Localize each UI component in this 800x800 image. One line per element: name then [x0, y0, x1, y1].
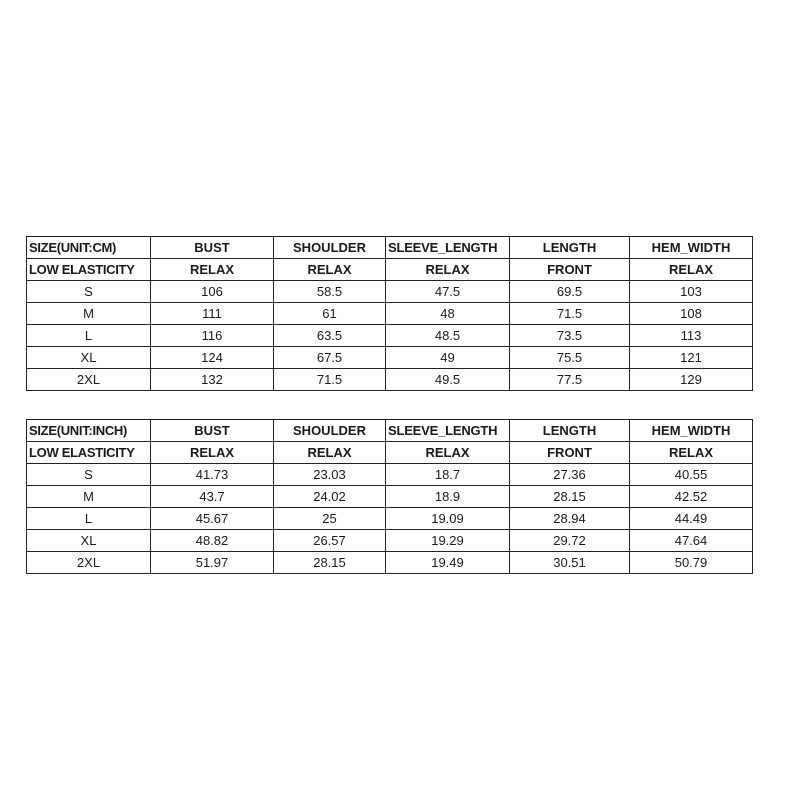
size-table-cm	[26, 236, 753, 391]
table-cell: 23.03	[274, 464, 386, 486]
table-cell: 67.5	[274, 347, 386, 369]
header-cell: SLEEVE_LENGTH	[386, 237, 510, 259]
table-cell: 47.64	[630, 530, 753, 552]
size-cell: L	[27, 508, 151, 530]
table-row	[27, 369, 753, 391]
table-cell: 19.29	[386, 530, 510, 552]
header-cell: RELAX	[274, 259, 386, 281]
header-cell: LENGTH	[510, 420, 630, 442]
header-row	[27, 237, 753, 259]
header-cell: RELAX	[386, 442, 510, 464]
table-cell: 24.02	[274, 486, 386, 508]
size-cell: S	[27, 281, 151, 303]
size-cell: 2XL	[27, 369, 151, 391]
table-cell: 43.7	[151, 486, 274, 508]
table-row	[27, 508, 753, 530]
table-cell: 28.15	[510, 486, 630, 508]
table-row	[27, 303, 753, 325]
table-cell: 19.09	[386, 508, 510, 530]
table-cell: 48.82	[151, 530, 274, 552]
header-cell: FRONT	[510, 259, 630, 281]
header-cell: HEM_WIDTH	[630, 420, 753, 442]
table-body	[27, 237, 753, 391]
size-cell: M	[27, 303, 151, 325]
header-cell: RELAX	[630, 442, 753, 464]
table-cell: 18.9	[386, 486, 510, 508]
table-cell: 28.15	[274, 552, 386, 574]
header-cell: RELAX	[151, 259, 274, 281]
table-cell: 27.36	[510, 464, 630, 486]
table-cell: 19.49	[386, 552, 510, 574]
header-cell: FRONT	[510, 442, 630, 464]
table-cell: 71.5	[274, 369, 386, 391]
table-cell: 73.5	[510, 325, 630, 347]
table-row	[27, 347, 753, 369]
header-row	[27, 420, 753, 442]
size-cell: XL	[27, 347, 151, 369]
table-cell: 25	[274, 508, 386, 530]
header-cell: LENGTH	[510, 237, 630, 259]
table-cell: 106	[151, 281, 274, 303]
size-table-inch	[26, 419, 753, 574]
size-cell: S	[27, 464, 151, 486]
table-row	[27, 530, 753, 552]
header-cell: RELAX	[630, 259, 753, 281]
header-cell: RELAX	[151, 442, 274, 464]
table-cell: 111	[151, 303, 274, 325]
table-cell: 49.5	[386, 369, 510, 391]
size-cell: L	[27, 325, 151, 347]
table-cell: 45.67	[151, 508, 274, 530]
table-cell: 48	[386, 303, 510, 325]
table-cell: 41.73	[151, 464, 274, 486]
table-cell: 50.79	[630, 552, 753, 574]
table-cell: 103	[630, 281, 753, 303]
size-cell: XL	[27, 530, 151, 552]
table-row	[27, 281, 753, 303]
table-cell: 124	[151, 347, 274, 369]
subheader-row	[27, 259, 753, 281]
header-cell: SHOULDER	[274, 237, 386, 259]
table-cell: 121	[630, 347, 753, 369]
header-cell: SIZE(UNIT:INCH)	[27, 420, 151, 442]
table-cell: 42.52	[630, 486, 753, 508]
table-cell: 77.5	[510, 369, 630, 391]
header-cell: BUST	[151, 237, 274, 259]
header-cell: LOW ELASTICITY	[27, 442, 151, 464]
table-cell: 129	[630, 369, 753, 391]
table-cell: 75.5	[510, 347, 630, 369]
table-cell: 47.5	[386, 281, 510, 303]
table-cell: 18.7	[386, 464, 510, 486]
table-cell: 61	[274, 303, 386, 325]
size-cell: 2XL	[27, 552, 151, 574]
table-cell: 26.57	[274, 530, 386, 552]
table-cell: 71.5	[510, 303, 630, 325]
table-row	[27, 486, 753, 508]
table-cell: 69.5	[510, 281, 630, 303]
table-cell: 28.94	[510, 508, 630, 530]
header-cell: SHOULDER	[274, 420, 386, 442]
table-cell: 48.5	[386, 325, 510, 347]
table-cell: 40.55	[630, 464, 753, 486]
header-cell: RELAX	[386, 259, 510, 281]
table-cell: 51.97	[151, 552, 274, 574]
table-row	[27, 464, 753, 486]
table-cell: 29.72	[510, 530, 630, 552]
table-cell: 116	[151, 325, 274, 347]
table-cell: 30.51	[510, 552, 630, 574]
header-cell: BUST	[151, 420, 274, 442]
subheader-row	[27, 442, 753, 464]
header-cell: SIZE(UNIT:CM)	[27, 237, 151, 259]
table-body	[27, 420, 753, 574]
header-cell: RELAX	[274, 442, 386, 464]
table-cell: 63.5	[274, 325, 386, 347]
table-row	[27, 325, 753, 347]
table-cell: 44.49	[630, 508, 753, 530]
table-cell: 132	[151, 369, 274, 391]
table-cell: 113	[630, 325, 753, 347]
header-cell: HEM_WIDTH	[630, 237, 753, 259]
header-cell: LOW ELASTICITY	[27, 259, 151, 281]
table-cell: 108	[630, 303, 753, 325]
size-cell: M	[27, 486, 151, 508]
table-cell: 58.5	[274, 281, 386, 303]
table-row	[27, 552, 753, 574]
table-cell: 49	[386, 347, 510, 369]
header-cell: SLEEVE_LENGTH	[386, 420, 510, 442]
